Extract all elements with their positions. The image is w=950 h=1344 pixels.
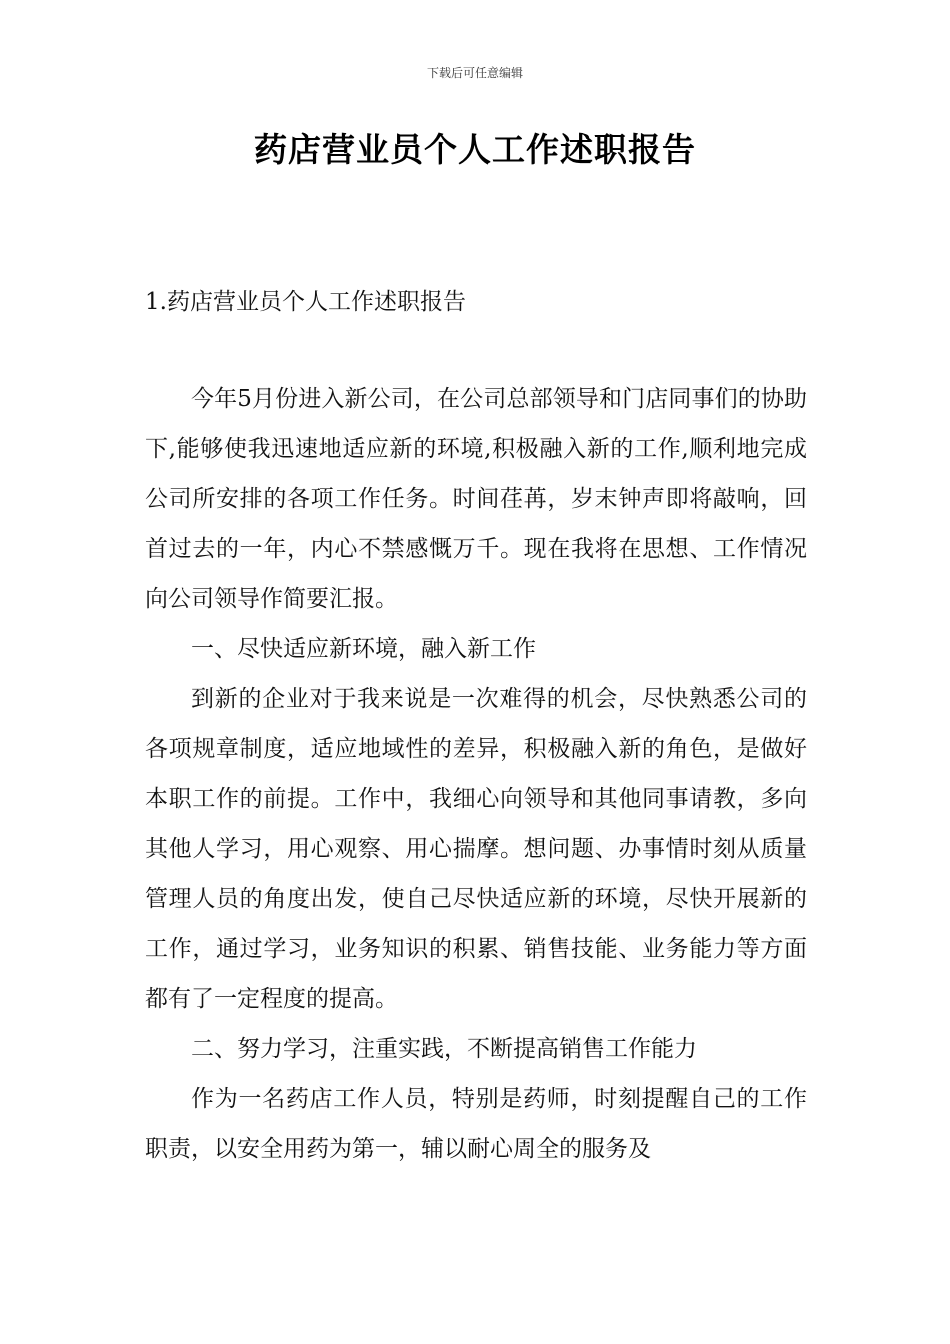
section-heading: 1.药店营业员个人工作述职报告 [145, 289, 466, 315]
subheading-adapt: 一、尽快适应新环境，融入新工作 [191, 636, 536, 662]
paragraph-adapt: 到新的企业对于我来说是一次难得的机会，尽快熟悉公司的各项规章制度，适应地域性的差异，积极融入新的角色，是做好本职工作的前提。工作中，我细心向领导和其他同事请教，多向其他人学习，用心观察、用心揣摩。想问题、办事情时刻从质量管理人员的角度出发，使自己尽快适应新的环境，尽快开展新的工作，通过学习，业务知识的积累、销售技能、业务能力等方面都有了一定程度的提高。 [145, 686, 807, 1012]
document-title: 药店营业员个人工作述职报告 [254, 130, 696, 169]
paragraph-study: 作为一名药店工作人员，特别是药师，时刻提醒自己的工作职责，以安全用药为第一，辅以耐心周全的服务及 [145, 1086, 807, 1162]
paragraph-intro: 今年5月份进入新公司，在公司总部领导和门店同事们的协助下,能够使我迅速地适应新的环境,积极融入新的工作,顺利地完成公司所安排的各项工作任务。时间荏苒，岁末钟声即将敲响，回首过去的一年，内心不禁感慨万千。现在我将在思想、工作情况向公司领导作简要汇报。 [145, 386, 807, 612]
subheading-study: 二、努力学习，注重实践，不断提高销售工作能力 [191, 1036, 697, 1062]
document-body [145, 374, 807, 1174]
header-note: 下载后可任意编辑 [426, 66, 523, 80]
